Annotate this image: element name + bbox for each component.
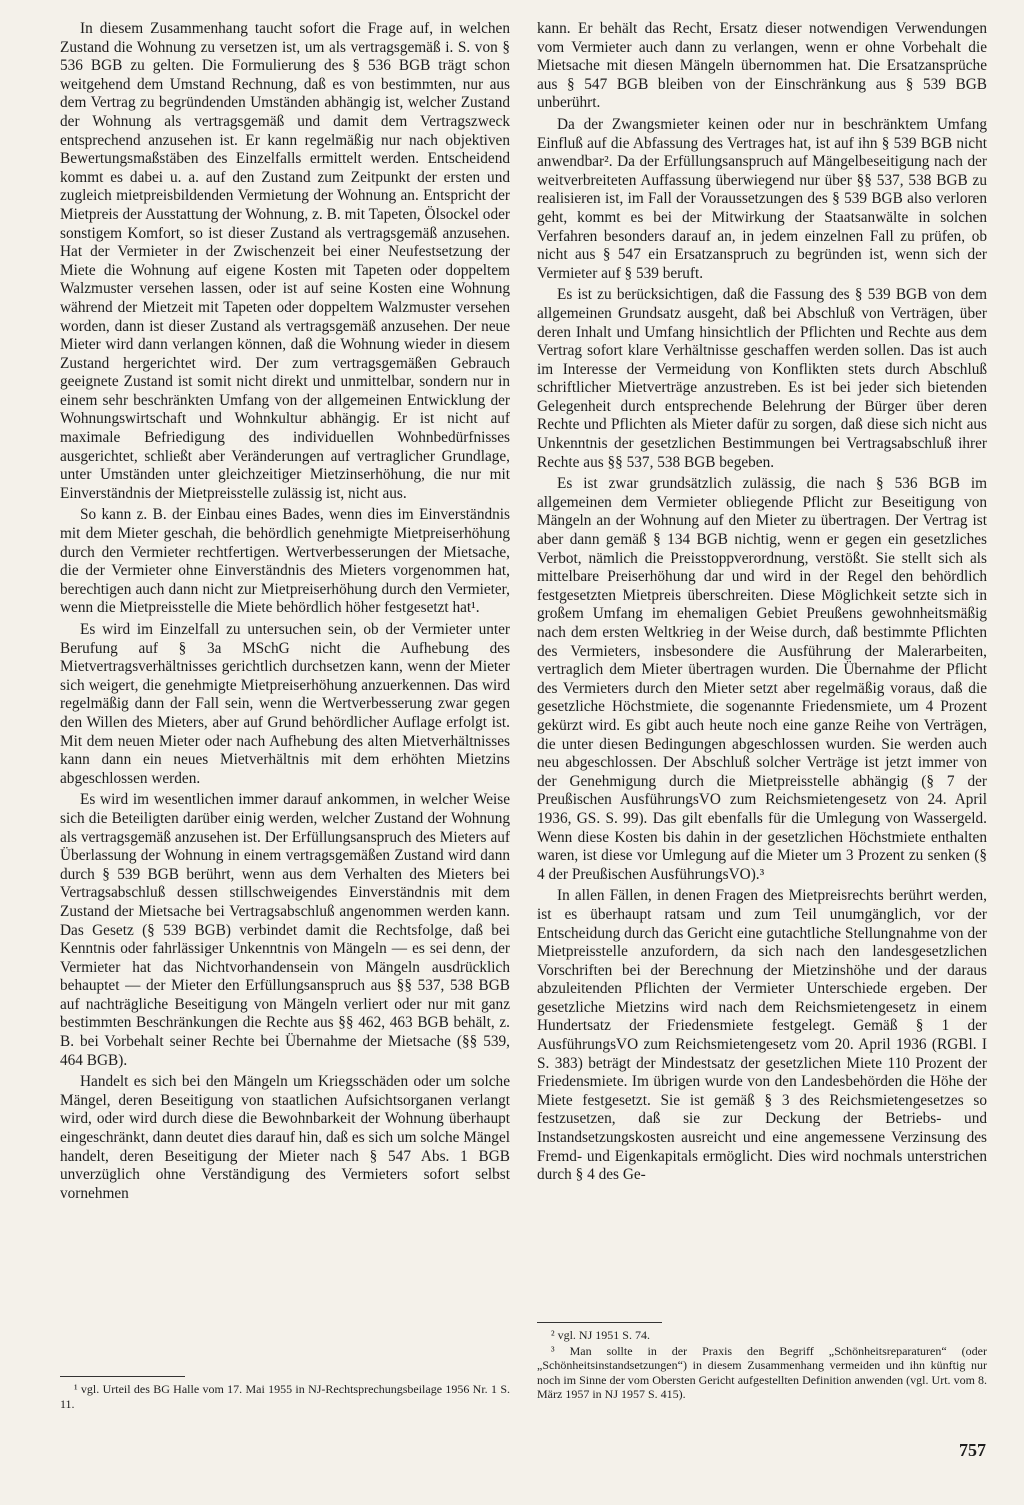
paragraph: Es ist zwar grundsätzlich zulässig, die nach § 536 BGB im allgemeinen dem Vermieter obliegende Pflicht zur Beseitigung von Mängeln an der Wohnung auf den Mieter zu übertragen. Der Vertrag ist aber dann gemäß § 134 BGB nichtig, wenn er gegen ein gesetzliches Verbot, nämlich die Preisstoppverordnung, verstößt. Sie stellt sich als mittelbare Preiserhöhung dar und wird in der Regel den behördlich festgesetzten Mietpreis überschreiten. Diese Möglichkeit setzte sich in großem Umfang im ehemaligen Gebiet Preußens gewohnheitsmäßig nach dem ersten Weltkrieg in der Weise durch, daß bestimmte Pflichten des Vermieters, insbesondere die Ausführung der Malerarbeiten, vertraglich dem Mieter übertragen wurden. Die Übernahme der Pflicht des Vermieters durch den Mieter setzt aber regelmäßig voraus, daß die gesetzliche Höchstmiete, die sogenannte Friedensmiete, um 4 Prozent gekürzt wird. Es gibt auch heute noch eine ganze Reihe von Verträgen, die unter diesen Bedingungen abgeschlossen wurden. Sie werden auch neu abgeschlossen. Der Abschluß solcher Verträge ist jetzt immer von der Genehmigung durch die Mietpreisstelle abhängig (§ 7 der Preußischen AusführungsVO zum Reichsmietengesetz von 24. April 1936, GS. S. 99). Das gilt ebenfalls für die Umlegung von Wassergeld. Wenn diese Kosten bis dahin in der gesetzlichen Höchstmiete enthalten waren, ist diese vor Umlegung auf die Mieter um 3 Prozent zu senken (§ 4 der Preußischen AusführungsVO).³ [537,475,987,883]
page-number: 757 [959,1440,986,1460]
paragraph: In diesem Zusammenhang taucht sofort die Frage auf, in welchen Zustand die Wohnung zu versetzen ist, um als vertragsgemäß i. S. von § 536 BGB zu gelten. Die Formulierung des § 536 BGB trägt schon weitgehend dem Umstand Rechnung, daß es von bestimmten, nur aus dem Vertrag zu begründenden Umständen abhängig ist, welcher Zustand der Wohnung als vertragsgemäß und damit dem Vertragszweck entsprechend anzusehen ist. Er kann regelmäßig nur nach objektiven Bewertungsmaßstäben des Einzelfalls ermittelt werden. Entscheidend kommt es dabei u. a. auf den Zustand zum Zeitpunkt der ersten und zugleich mietpreisbildenden Vermietung der Wohnung an. Entspricht der Mietpreis der Ausstattung der Wohnung, z. B. mit Tapeten, Ölsockel oder sonstigem Komfort, so ist dieser Zustand als vertragsgemäß anzusehen. Hat der Vermieter in der Zwischenzeit bei einer Neufestsetzung der Miete die Wohnung auf eigene Kosten mit Tapeten oder doppeltem Walzmuster versehen lassen, oder ist auf seine Kosten eine Wohnung während der Mietzeit mit Tapeten oder doppeltem Walzmuster versehen worden, dann ist dieser Zustand als vertragsgemäß anzusehen. Der neue Mieter wird dann verlangen können, daß die Wohnung wieder in diesem Zustand hergerichtet wird. Der zum vertragsgemäßen Gebrauch geeignete Zustand ist somit nicht direkt und unmittelbar, sondern nur in einem sehr beschränkten Umfang von der allgemeinen Entwicklung der Wohnungswirtschaft und Wohnkultur abhängig. Er ist nicht auf maximale Befriedigung des individuellen Wohnbedürfnisses ausgerichtet, schließt aber Veränderungen auf vertraglicher Grundlage, unter Umständen unter gleichzeitiger Mietzinserhöhung, die nur mit Einverständnis der Mietpreisstelle zulässig ist, nicht aus. [60,20,510,502]
paragraph: So kann z. B. der Einbau eines Bades, wenn dies im Einverständnis mit dem Mieter geschah, die behördlich genehmigte Mietpreiserhöhung durch den Vermieter rechtfertigen. Wertverbesserungen der Mietsache, die der Vermieter ohne Einverständnis des Mieters vorgenommen hat, berechtigen auch dann nicht zur Mietpreiserhöhung durch den Vermieter, wenn die Mietpreisstelle die Miete behördlich höher festgesetzt hat¹. [60,506,510,617]
paragraph: Da der Zwangsmieter keinen oder nur in beschränktem Umfang Einfluß auf die Abfassung des Vertrages hat, ist auf ihn § 539 BGB nicht anwendbar². Da der Erfüllungsanspruch auf Mängelbeseitigung nach der weitverbreiteten Auffassung überwiegend nur über §§ 537, 538 BGB zu realisieren ist, im Fall der Voraussetzungen des § 539 BGB also verloren geht, kommt es bei der Mitwirkung der Staatsanwälte in solchen Verfahren besonders darauf an, in jedem einzelnen Fall zu prüfen, ob nicht aus § 547 ein Ersatzanspruch zu begründen ist, wenn sich der Vermieter auf § 539 beruft. [537,115,987,282]
footnote: ¹ vgl. Urteil des BG Halle vom 17. Mai 1955 in NJ-Rechtsprechungsbeilage 1956 Nr. 1 S. 11. [60,1382,510,1411]
right-column [537,20,987,1188]
paragraph: In allen Fällen, in denen Fragen des Mietpreisrechts berührt werden, ist es überhaupt ratsam und zum Teil unumgänglich, vor der Entscheidung durch das Gericht eine gutachtliche Stellungnahme von der Mietpreisstelle anzufordern, da sich nach den landesgesetzlichen Vorschriften bei der Berechnung der Mietzinshöhe und der daraus abzuleitenden Pflichten der Vermieter Unterschiede ergeben. Der gesetzliche Mietzins wird nach dem Reichsmietengesetz in einem Hundertsatz der Friedensmiete festgelegt. Gemäß § 1 der AusführungsVO zum Reichsmietengesetz vom 20. April 1936 (RGBl. I S. 383) beträgt der Mindestsatz der gesetzlichen Miete 110 Prozent der Friedensmiete. Im übrigen wurde von den Landesbehörden die Höhe der Miete festgesetzt. Sie ist gemäß § 3 des Reichsmietengesetzes so festzusetzen, daß sie zur Deckung der Betriebs- und Instandsetzungskosten ausreicht und eine angemessene Verzinsung des Fremd- und Eigenkapitals ermöglicht. Dies wird nochmals unterstrichen durch § 4 des Ge- [537,887,987,1184]
footnote: ³ Man sollte in der Praxis den Begriff „Schönheitsreparaturen“ (oder „Schönheitsinstandsetzungen“) in diesem Zusammenhang vermeiden und ihn künftig nur noch im Sinne der vom Obersten Gericht aufgestellten Definition anwenden (vgl. Urt. vom 8. März 1957 in NJ 1957 S. 415). [537,1343,987,1401]
paragraph: Es wird im Einzelfall zu untersuchen sein, ob der Vermieter unter Berufung auf § 3a MSchG nicht die Aufhebung des Mietvertragsverhältnisses gerichtlich durchsetzen kann, wenn der Mieter sich weigert, die genehmigte Mietpreiserhöhung anzuerkennen. Das wird regelmäßig dann der Fall sein, wenn die Wertverbesserung zwar gegen den Willen des Mieters, aber auf Grund behördlicher Auflage erfolgt ist. Mit dem neuen Mieter oder nach Aufhebung des alten Mietverhältnisses kann dann ein neues Mietverhältnis mit dem erhöhten Mietzins abgeschlossen werden. [60,621,510,787]
right-footnotes [537,1328,987,1403]
left-footnotes [60,1382,510,1412]
footnote: ² vgl. NJ 1951 S. 74. [551,1328,650,1342]
paragraph: kann. Er behält das Recht, Ersatz dieser notwendigen Verwendungen vom Vermieter auch dann zu verlangen, wenn er ohne Vorbehalt die Mietsache mit diesen Mängeln übernommen hat. Die Ersatzansprüche aus § 547 BGB bleiben von der Einschränkung aus § 539 BGB unberührt. [537,20,987,112]
footnote-divider [60,1376,185,1377]
paragraph: Handelt es sich bei den Mängeln um Kriegsschäden oder um solche Mängel, deren Beseitigung von staatlichen Aufsichtsorganen verlangt wird, oder wird durch diese die Bewohnbarkeit der Wohnung überhaupt eingeschränkt, dann deutet dies darauf hin, daß es sich um solche Mängel handelt, deren Beseitigung der Mieter nach § 547 Abs. 1 BGB unverzüglich ohne Verständigung des Vermieters sofort selbst vornehmen [60,1073,510,1202]
footnote-divider [537,1322,662,1323]
paragraph: Es wird im wesentlichen immer darauf ankommen, in welcher Weise sich die Beteiligten darüber einig werden, welcher Zustand der Wohnung als vertragsgemäß anzusehen ist. Der Erfüllungsanspruch des Mieters auf Überlassung der Wohnung in einem vertragsgemäßen Zustand wird dann durch § 539 BGB berührt, wenn aus dem Verhalten des Mieters bei Vertragsabschluß dessen stillschweigendes Einverständnis mit dem Zustand der Mietsache bei Vertragsabschluß angenommen werden kann. Das Gesetz (§ 539 BGB) verbindet damit die Rechtsfolge, daß bei Kenntnis oder fahrlässiger Unkenntnis von Mängeln — es sei denn, der Vermieter hat das Nichtvorhandensein von Mängeln ausdrücklich behauptet — der Mieter den Erfüllungsanspruch aus §§ 537, 538 BGB auf nachträgliche Beseitigung von Mängeln verliert oder nur mit ganz bestimmten Beschränkungen die Rechte aus §§ 462, 463 BGB behält, z. B. bei Vorbehalt seiner Rechte bei Übernahme der Mietsache (§§ 539, 464 BGB). [60,791,510,1069]
paragraph: Es ist zu berücksichtigen, daß die Fassung des § 539 BGB von dem allgemeinen Grundsatz ausgeht, daß bei Abschluß von Verträgen, über deren Inhalt und Umfang hinsichtlich der Pflichten und Rechte aus dem Vertrag sofort klare Verhältnisse geschaffen werden sollen. Das ist auch im Interesse der Vermeidung von Konflikten stets durch Abschluß schriftlicher Mietverträge anzustreben. Es ist bei jeder sich bietenden Gelegenheit durch entsprechende Belehrung der Bürger über deren Rechte und Pflichten als Mieter dafür zu sorgen, daß diese sich nicht aus Unkenntnis der gesetzlichen Bestimmungen bei Vertragsabschluß ihrer Rechte aus §§ 537, 538 BGB begeben. [537,286,987,471]
left-column [60,20,510,1206]
